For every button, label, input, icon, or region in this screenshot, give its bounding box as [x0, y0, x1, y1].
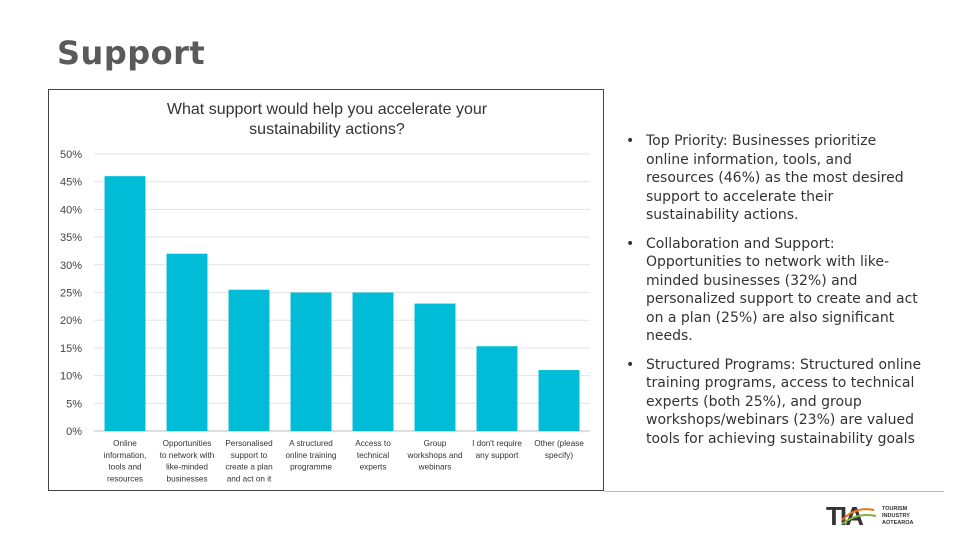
bar-chart — [49, 90, 603, 490]
slide-title: Support — [57, 34, 206, 72]
x-tick-label: support to — [230, 450, 268, 460]
y-tick-label: 30% — [59, 259, 82, 272]
logo-line-3: AOTEAROA — [882, 520, 914, 526]
x-tick-label: Other (please — [534, 439, 584, 448]
x-tick-label: resources — [107, 474, 143, 484]
y-tick-label: 35% — [59, 232, 82, 245]
chart-container — [48, 89, 604, 491]
x-tick-label: like-minded — [166, 462, 208, 472]
bar — [229, 290, 270, 431]
y-tick-label: 50% — [59, 149, 82, 161]
x-tick-label: workshops and — [407, 450, 463, 460]
x-tick-label: I don't require — [472, 439, 522, 448]
x-tick-label: any support — [475, 450, 519, 460]
x-tick-label: to network with — [159, 450, 215, 460]
x-tick-label: information, — [103, 450, 147, 460]
x-tick-label: programme — [290, 462, 332, 472]
x-tick-label: A structured — [289, 439, 333, 448]
logo-line-2: INDUSTRY — [882, 513, 910, 519]
y-tick-label: 25% — [59, 287, 82, 300]
bar — [477, 346, 518, 431]
x-tick-label: Access to — [355, 439, 391, 448]
x-tick-label: experts — [359, 462, 387, 472]
y-tick-label: 45% — [59, 176, 82, 189]
y-tick-label: 20% — [59, 315, 82, 328]
x-tick-label: create a plan — [225, 462, 273, 472]
y-tick-label: 5% — [66, 398, 82, 411]
x-tick-label: Opportunities — [162, 439, 212, 448]
y-tick-label: 40% — [59, 204, 82, 217]
footer-divider — [604, 491, 944, 492]
y-tick-label: 15% — [59, 342, 82, 355]
y-tick-label: 0% — [66, 426, 82, 438]
bullet-structured-programs: • Structured Programs: Structured online training programs, access to technical experts (both 25%), and group workshops/webinars (23%) are valued tools for achieving sustainability goals — [622, 356, 922, 449]
x-tick-label: technical — [356, 450, 390, 460]
chart-title-line-2: sustainability actions? — [249, 121, 405, 138]
bullet-collaboration: • Collaboration and Support: Opportunities to network with like-minded businesses (32%) and personalized support to create and act on a plan (25%) are also significant needs. — [622, 235, 922, 346]
bar — [353, 293, 394, 432]
bar — [105, 176, 146, 431]
x-tick-label: businesses — [166, 474, 208, 484]
logo-letters: TIA — [826, 501, 862, 530]
y-tick-label: 10% — [59, 370, 82, 383]
x-tick-label: and act on it — [226, 474, 272, 484]
bullet-top-priority: • Top Priority: Businesses prioritize online information, tools, and resources (46%) as the most desired support to accelerate their sustainability actions. — [622, 132, 922, 225]
bullet-list — [622, 132, 922, 458]
bar — [167, 254, 208, 431]
x-tick-label: Online — [113, 439, 137, 448]
logo-line-1: TOURISM — [882, 506, 908, 512]
bar — [291, 293, 332, 432]
tia-logo — [826, 500, 918, 530]
x-tick-label: specify) — [544, 450, 574, 460]
x-tick-label: webinars — [418, 462, 452, 472]
bar — [415, 304, 456, 431]
bar — [539, 370, 580, 431]
x-tick-label: online training — [285, 450, 337, 460]
x-tick-label: Personalised — [225, 439, 273, 448]
x-tick-label: Group — [423, 439, 447, 448]
chart-title-line-1: What support would help you accelerate your — [166, 101, 488, 118]
x-tick-label: tools and — [108, 462, 142, 472]
